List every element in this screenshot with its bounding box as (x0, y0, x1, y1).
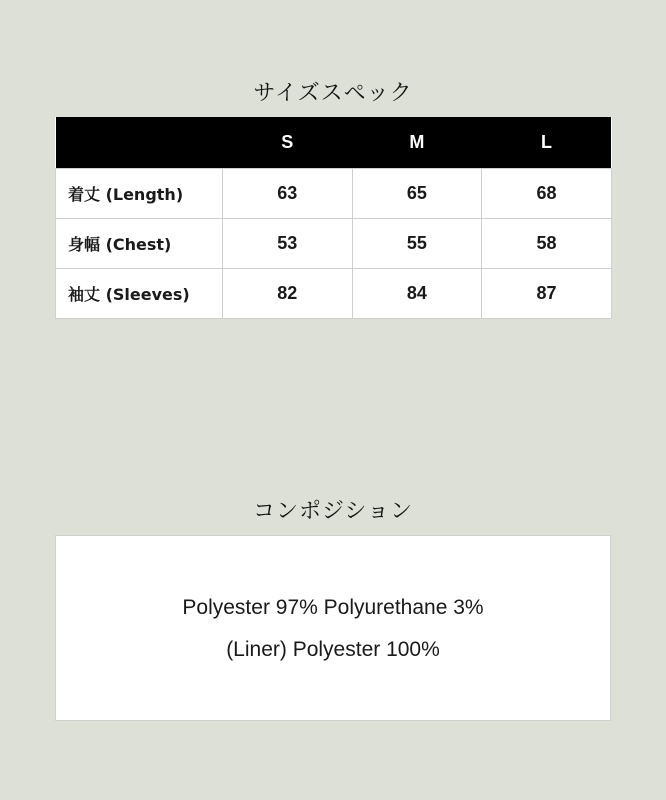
header-cell-size-m: M (352, 117, 482, 169)
cell-sleeves-m: 84 (352, 269, 482, 319)
size-spec-table (55, 117, 612, 319)
table-header-row (56, 117, 612, 169)
composition-line-main: Polyester 97% Polyurethane 3% (182, 596, 484, 619)
size-spec-title: サイズスペック (253, 81, 413, 106)
row-label-length: 着丈 (Length) (56, 169, 223, 219)
composition-line-liner: (Liner) Polyester 100% (226, 638, 440, 661)
header-cell-size-s: S (223, 117, 353, 169)
cell-length-l: 68 (482, 169, 612, 219)
row-label-sleeves: 袖丈 (Sleeves) (56, 269, 223, 319)
cell-chest-s: 53 (223, 219, 353, 269)
cell-chest-m: 55 (352, 219, 482, 269)
cell-length-s: 63 (223, 169, 353, 219)
table-row-chest (56, 219, 612, 269)
composition-title: コンポジション (252, 499, 413, 524)
table-row-sleeves (56, 269, 612, 319)
header-cell-size-l: L (482, 117, 612, 169)
cell-sleeves-s: 82 (223, 269, 353, 319)
cell-sleeves-l: 87 (482, 269, 612, 319)
table-row-length (56, 169, 612, 219)
composition-box (55, 535, 611, 721)
cell-length-m: 65 (352, 169, 482, 219)
cell-chest-l: 58 (482, 219, 612, 269)
header-cell-blank (56, 117, 223, 169)
row-label-chest: 身幅 (Chest) (56, 219, 223, 269)
